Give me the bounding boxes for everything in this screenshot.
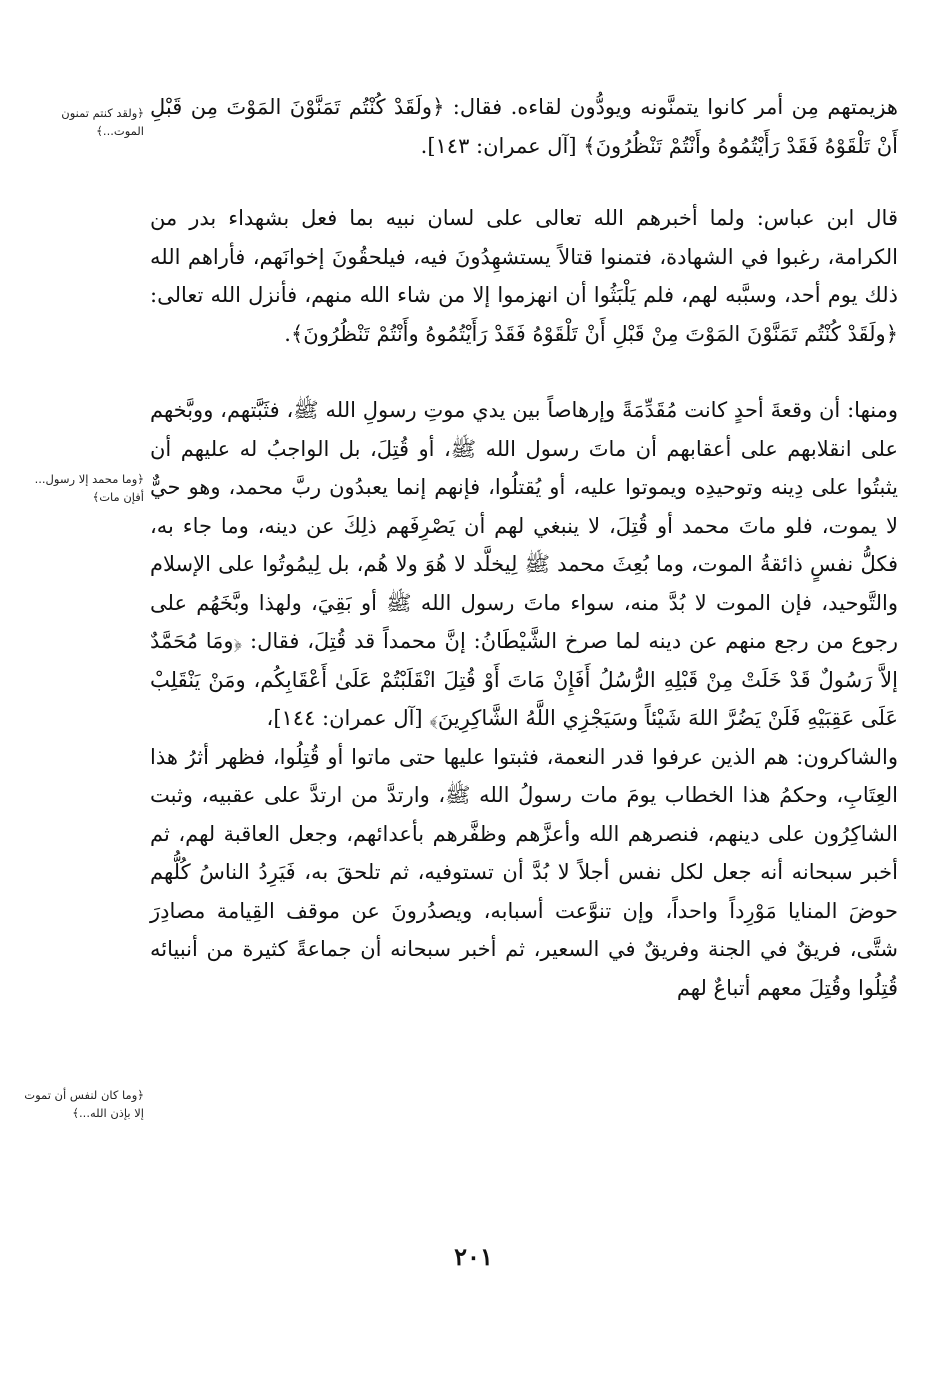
paragraph-gap <box>150 165 898 199</box>
paragraph-3 <box>150 391 898 1007</box>
paragraph-text: قال ابن عباس: ولما أخبرهم الله تعالى على لسان نبيه بما فعل بشهداء بدر من الكرامة، رغبوا في الشهادة، فتمنوا قتالاً يستشهِدُونَ فيه، فيلحقُونَ إخوانَهم، فأراهم الله ذلك يوم أحد، وسبَّبه لهم، فلم يَلْبَثُوا أن انهزموا إلا من شاء الله منهم، فأنزل الله تعالى: ﴿ولَقَدْ كُنْتُم تَمَنَّوْنَ المَوْتَ مِنْ قَبْلِ أَنْ تَلْقَوْهُ فَقَدْ رَأَيْتُمُوهُ وأَنْتُمْ تَنْظُرُونَ﴾. <box>150 206 898 346</box>
paragraph-2 <box>150 199 898 353</box>
page-number: ٢٠١ <box>454 1242 493 1271</box>
margin-note-1: ﴿ولقد كنتم تمنون الموت...﴾ <box>61 106 144 138</box>
margin-note-2: ﴿وما محمد إلا رسول... أفإن مات﴾ <box>34 472 144 504</box>
paragraph-text: والشاكرون: هم الذين عرفوا قدر النعمة، فثبتوا عليها حتى ماتوا أو قُتِلُوا، فظهر أثرُ هذا العِتَابِ، وحكمُ هذا الخطاب يومَ مات رسولُ الله ﷺ، وارتدَّ من ارتدَّ على عقبيه، وثبت الشاكِرُون على دينهم، فنصرهم الله وأعزَّهم وظفَّرهم بأعدائهم، وجعل العاقبة لهم، ثم أخبر سبحانه أنه جعل لكل نفس أجلاً لا بُدَّ أن تستوفيه، ثم تلحقَ به، فَيَرِدُ الناسُ كُلُّهم حوضَ المنايا مَوْرِداً واحداً، وإن تنوَّعت أسبابه، ويصدُرونَ عن موقف القِيامة مصادِرَ شتَّى، فريقٌ في الجنة وفريقٌ في السعير، ثم أخبر سبحانه أن جماعةً كثيرة من أنبيائه قُتِلُوا وقُتِلَ معهم أتباعٌ لهم <box>150 744 898 1000</box>
paragraph-text: ومنها: أن وقعةَ أحدٍ كانت مُقَدِّمَةً وإرهاصاً بين يدي موتِ رسولِ الله ﷺ، فثَبَّتهم، ووبَّخهم على انقلابهم على أعقابهم أن ماتَ رسول الله ﷺ، أو قُتِلَ، بل الواجبُ له عليهم أن يثبتُوا على دِينه وتوحيدِه ويموتوا عليه، أو يُقتلُوا، فإنهم إنما يعبدُون ربَّ محمد، وهو حيٌّ لا يموت، فلو ماتَ محمد أو قُتِلَ، لا ينبغي لهم أن يَصْرِفَهم ذلِكَ عن دينه، وما جاء به، فكلُّ نفسٍ ذائقةُ الموت، وما بُعِثَ محمد ﷺ لِيخلَّد لا هُوَ ولا هُم، بل لِيمُوتُوا على الإسلام والتَّوحيد، فإن الموت لا بُدَّ منه، سواء ماتَ رسول الله ﷺ أو بَقِيَ، ولهذا وبَّخَهُم على رجوع من رجع منهم عن دينه لما صرخ الشَّيْطَانُ: إنَّ محمداً قد قُتِلَ، فقال: ﴿ومَا مُحَمَّدٌ إلاَّ رَسُولٌ قَدْ خَلَتْ مِنْ قَبْلِهِ الرُّسُلُ أَفَإِنْ مَاتَ أَوْ قُتِلَ انْقَلَبْتُمْ عَلَىٰ أَعْقَابِكُم، ومَنْ يَنْقَلِبْ عَلَى عَقِبَيْهِ فَلَنْ يَضُرَّ اللهَ شَيْئاً وسَيَجْزِي اللَّهُ الشَّاكِرِينَ﴾ [آل عمران: ١٤٤]، <box>150 398 898 730</box>
paragraph-gap <box>150 353 898 391</box>
paragraph-text: هزيمتهم مِن أمر كانوا يتمنَّونه ويودُّون لقاءه. فقال: ﴿ولَقَدْ كُنْتُم تَمَنَّوْنَ المَوْتَ مِن قَبْلِ أَنْ تَلْقَوْهُ فَقَدْ رَأَيْتُمُوهُ وأَنْتُمْ تَنْظُرُونَ﴾ [آل عمران: ١٤٣]. <box>150 95 898 158</box>
margin-note-3: ﴿وما كان لنفس أن تموت إلا بإذن الله...﴾ <box>24 1088 144 1120</box>
main-text <box>150 88 898 1007</box>
paragraph-1 <box>150 88 898 165</box>
